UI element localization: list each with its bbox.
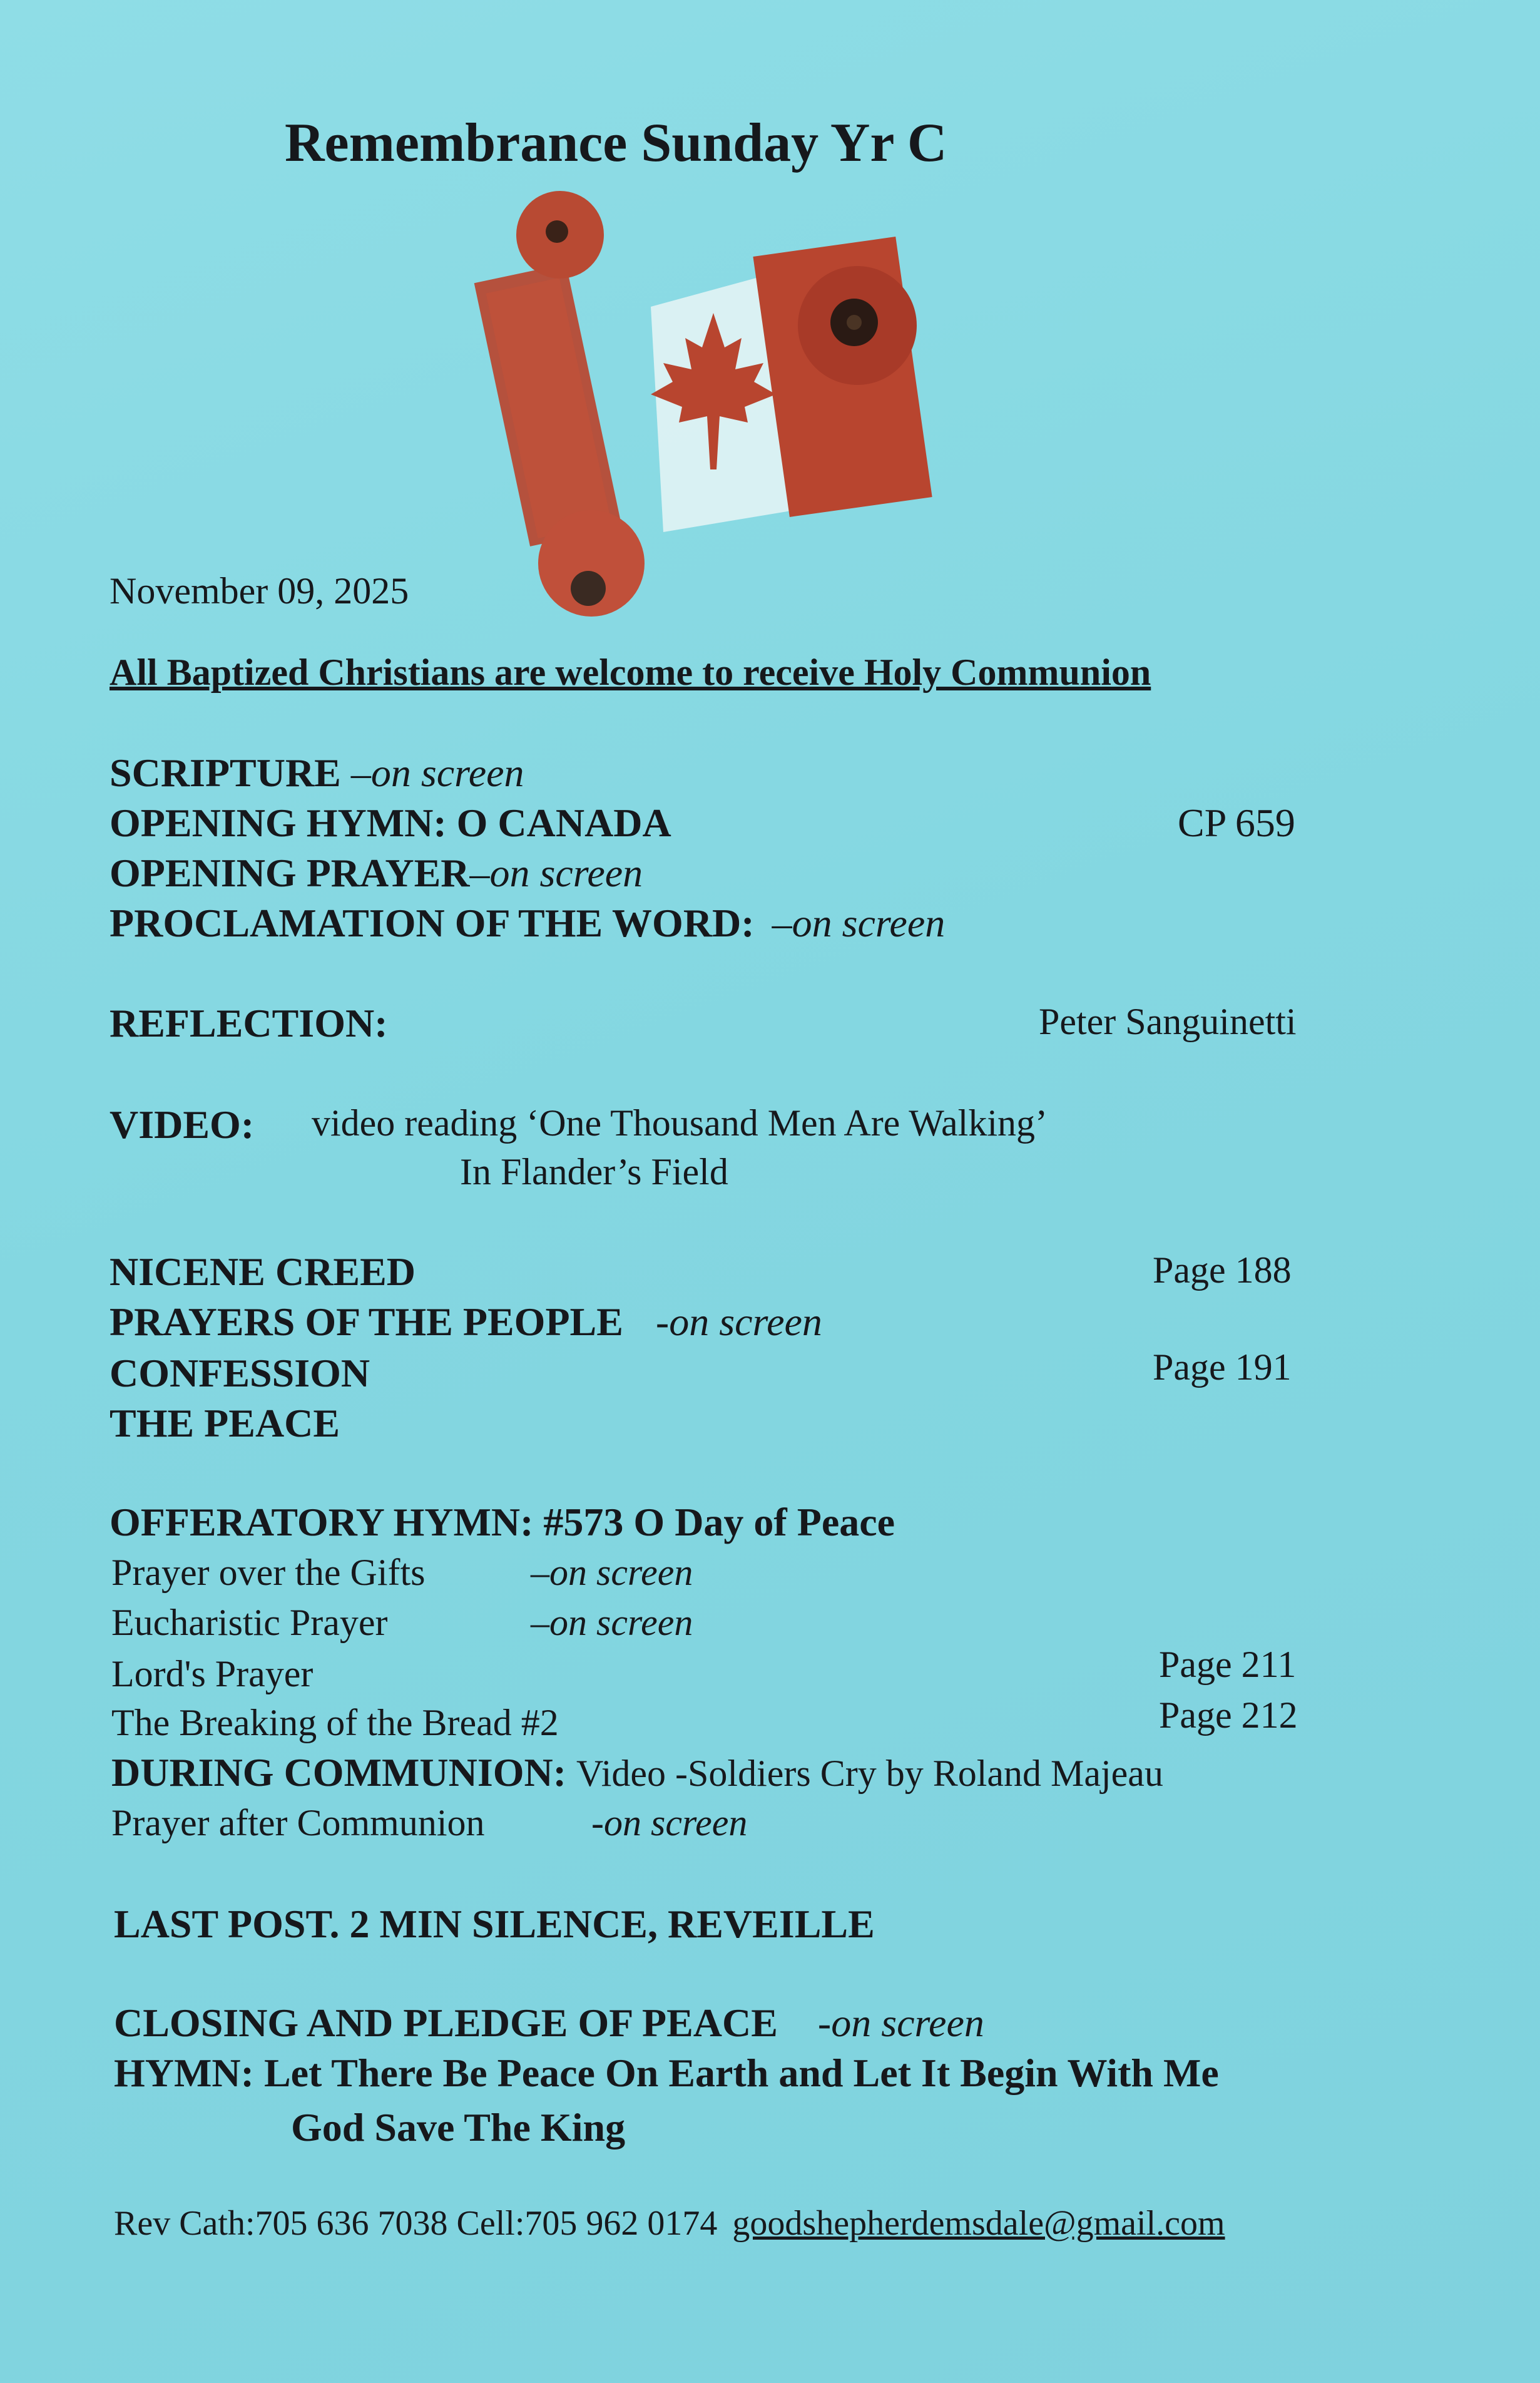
item-confession-label: CONFESSION [110,1351,370,1395]
service-date: November 09, 2025 [110,570,409,612]
item-opening-hymn-label: OPENING HYMN: O CANADA [110,801,671,845]
email-link[interactable]: goodshepherdemsdale@gmail.com [732,2204,1225,2243]
item-last-post: LAST POST. 2 MIN SILENCE, REVEILLE [114,1902,875,1946]
item-opening-prayer: OPENING PRAYER–on screen [110,851,643,895]
item-prayer-gifts-label: Prayer over the Gifts [111,1552,426,1593]
item-offertory: OFFERATORY HYMN: #573 O Day of Peace [110,1500,895,1544]
item-peace: THE PEACE [110,1401,340,1445]
item-nicene-label: NICENE CREED [110,1249,416,1294]
item-reflection-ref: Peter Sanguinetti [1039,1001,1297,1042]
item-video-line1: video reading ‘One Thousand Men Are Walking’ [312,1102,1048,1144]
item-scripture: SCRIPTURE –on screen [110,751,524,795]
item-during-communion: DURING COMMUNION: Video -Soldiers Cry by Roland Majeau [111,1750,1163,1795]
item-video-label: VIDEO: [110,1102,255,1147]
item-lords-prayer-label: Lord's Prayer [111,1653,314,1694]
item-video-line2: In Flander’s Field [460,1151,728,1192]
item-nicene-ref: Page 188 [1153,1249,1292,1291]
item-prayer-gifts-note: –on screen [531,1552,693,1593]
item-proclamation: PROCLAMATION OF THE WORD: –on screen [110,901,946,945]
item-eucharistic-note: –on screen [531,1602,693,1643]
item-reflection-label: REFLECTION: [110,1001,388,1045]
item-opening-hymn-ref: CP 659 [1178,801,1295,845]
item-confession-ref: Page 191 [1153,1346,1292,1388]
item-hymn: HYMN: Let There Be Peace On Earth and Let It Begin With Me [114,2051,1219,2095]
item-prayer-after-label: Prayer after Communion [111,1802,485,1843]
footer-contact: Rev Cath:705 636 7038 Cell:705 962 0174 goodshepherdemsdale@gmail.com [114,2204,1225,2243]
communion-welcome: All Baptized Christians are welcome to receive Holy Communion [110,652,1151,693]
item-prayers-people: PRAYERS OF THE PEOPLE -on screen [110,1299,822,1344]
item-eucharistic-label: Eucharistic Prayer [111,1602,388,1643]
item-prayer-after-note: -on screen [591,1802,748,1843]
item-breaking-ref: Page 212 [1159,1694,1298,1736]
item-breaking-label: The Breaking of the Bread #2 [111,1702,559,1743]
poppy-flag-icon [463,182,951,645]
item-hymn-line2: God Save The King [291,2105,626,2150]
page-title: Remembrance Sunday Yr C [285,113,947,173]
item-lords-prayer-ref: Page 211 [1159,1644,1297,1685]
item-closing: CLOSING AND PLEDGE OF PEACE -on screen [114,2001,984,2045]
